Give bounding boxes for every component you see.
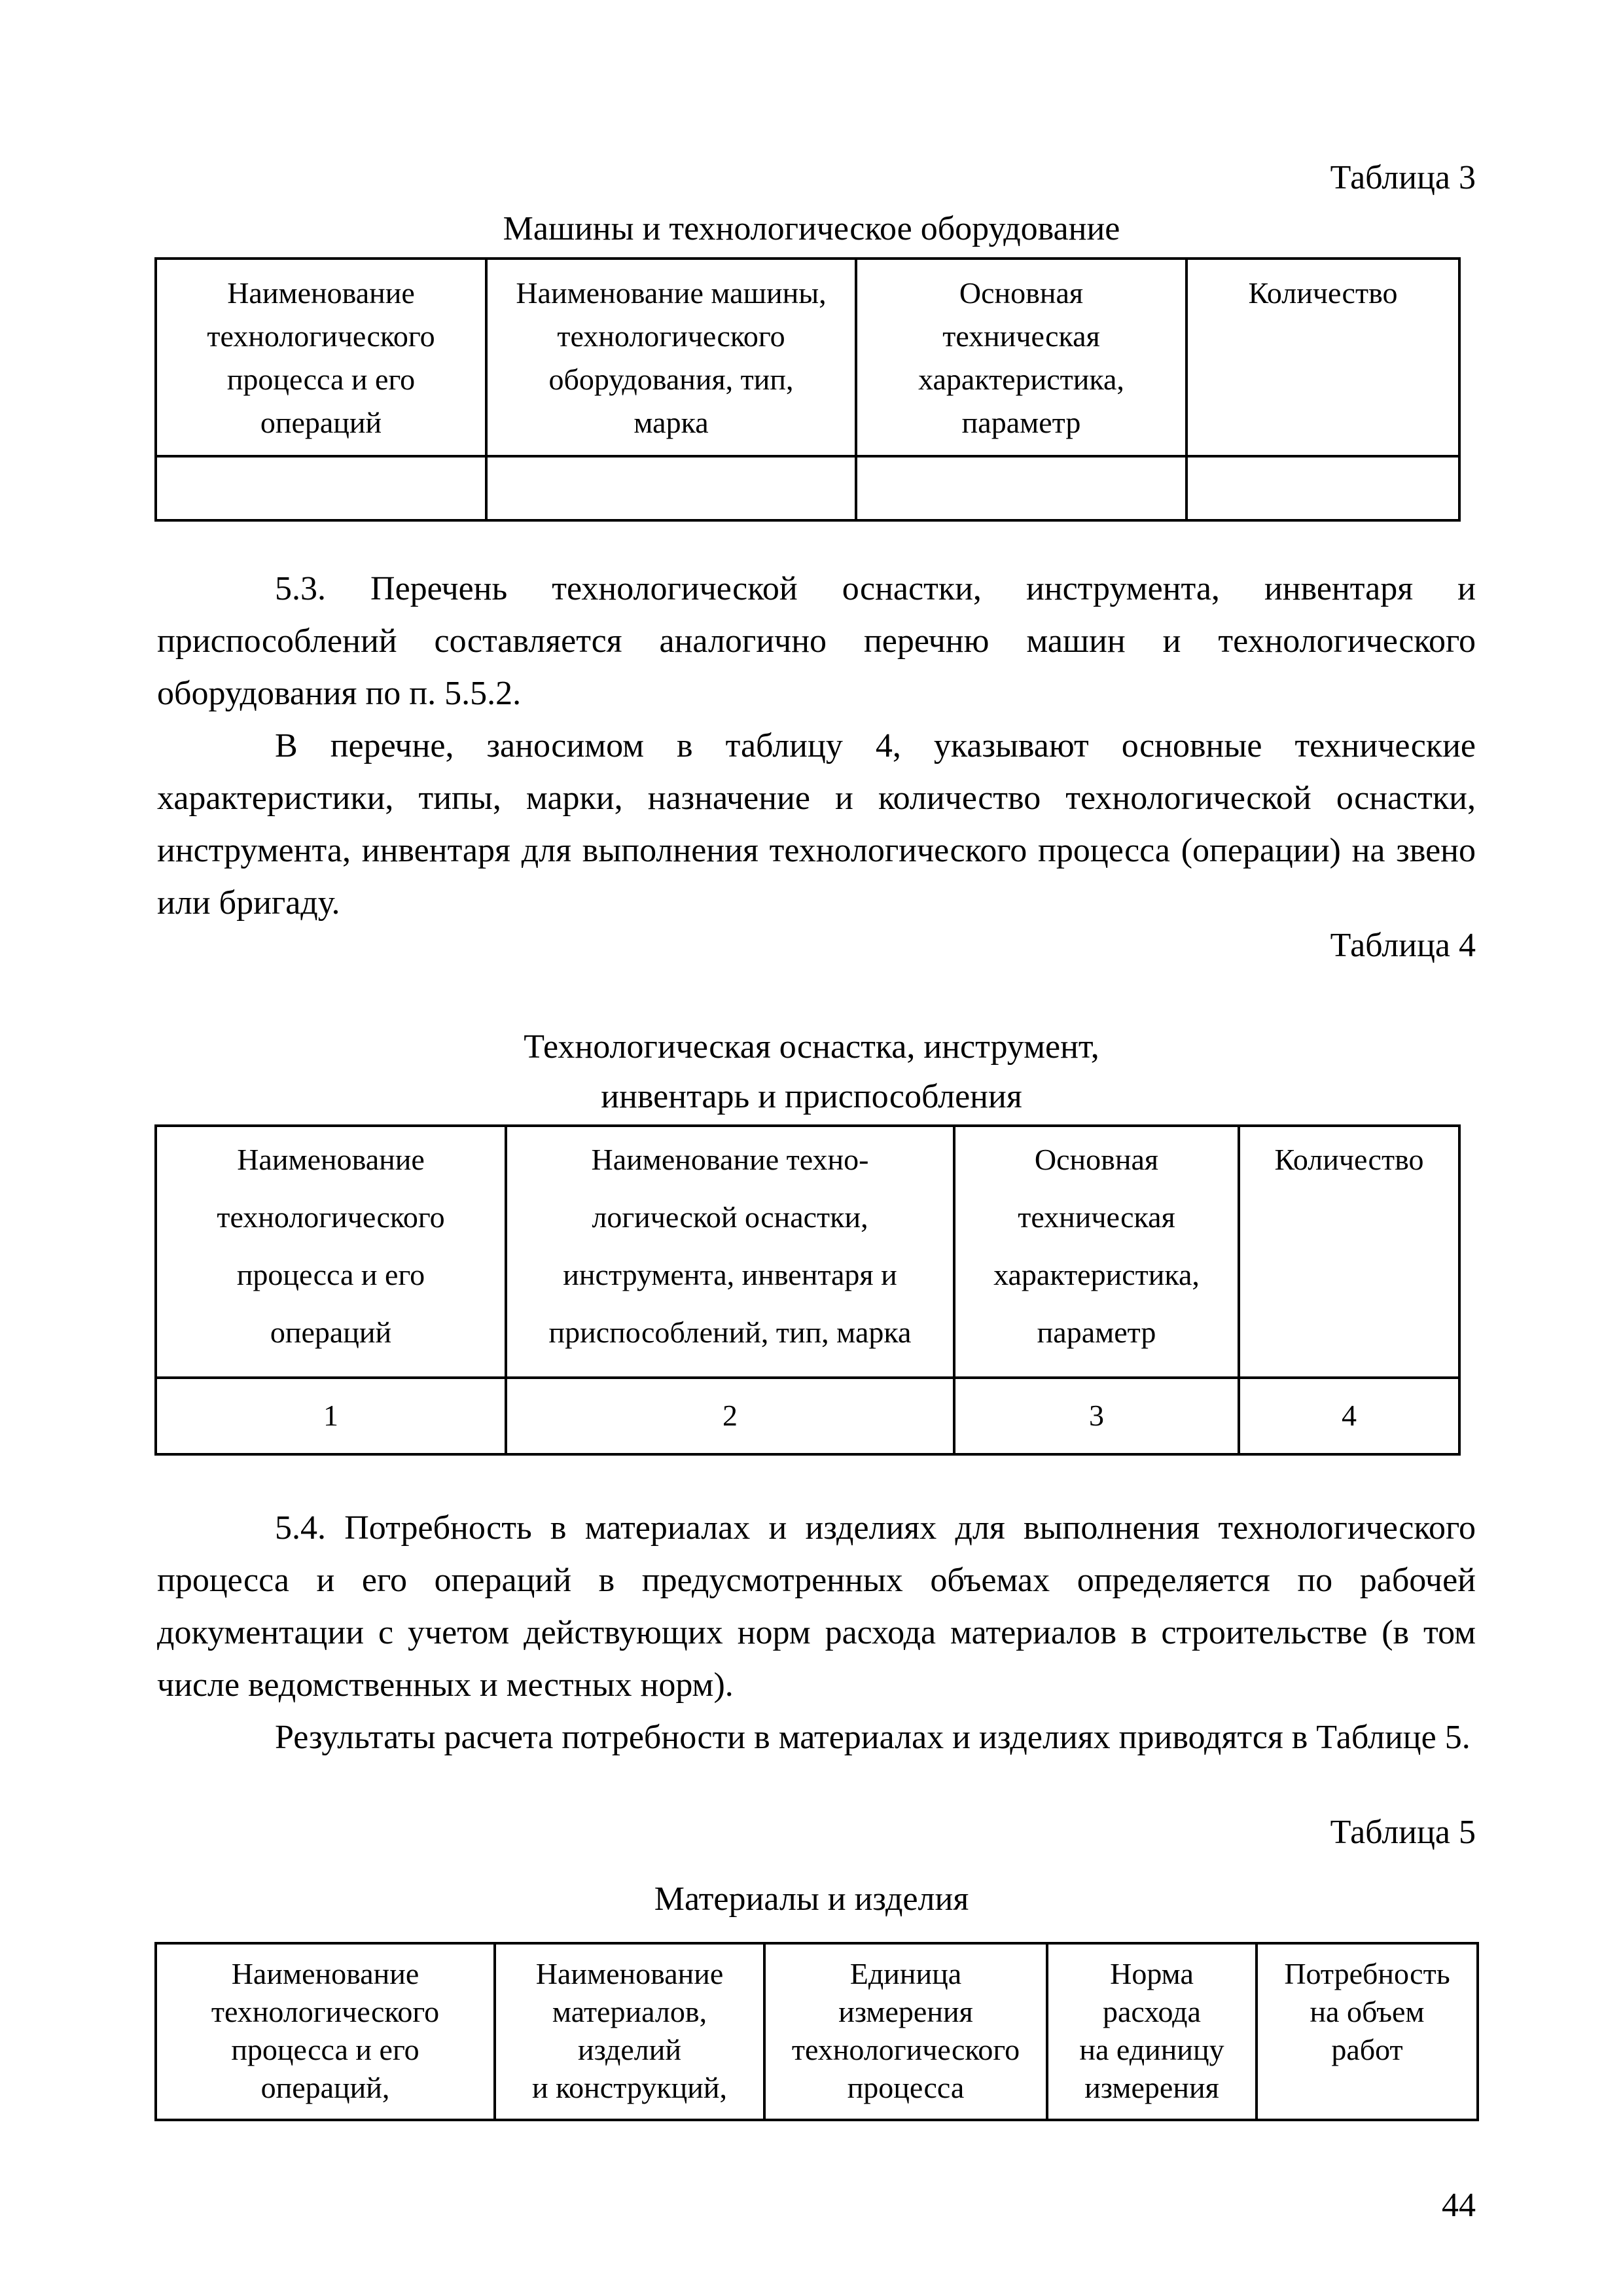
table-5-header-materials: Наименование материалов, изделий и конструкций,	[495, 1943, 764, 2120]
table-4-number-row	[156, 1378, 1459, 1454]
table-4-column-number: 3	[954, 1378, 1239, 1454]
table-4-title-line-1: Технологическая оснастка, инструмент,	[524, 1028, 1099, 1066]
table-5-header-row	[156, 1943, 1478, 2120]
table-3-cell	[486, 456, 856, 520]
table-5-number: Таблица 5	[1330, 1814, 1476, 1851]
table-3-header-machine: Наименование машины, технологического оборудования, тип, марка	[486, 259, 856, 456]
table-5-header-demand: Потребность на объем работ	[1257, 1943, 1478, 2120]
section-5-3-paragraph-1: 5.3. Перечень технологической оснастки, инструмента, инвентаря и приспособлений составляется аналогично перечню машин и технологического оборудования по п. 5.5.2.	[157, 570, 1476, 712]
table-5-header-process: Наименование технологического процесса и его операций,	[156, 1943, 495, 2120]
section-5-4-paragraph-2: Результаты расчета потребности в материалах и изделиях приводятся в Таблице 5.	[275, 1719, 1471, 1756]
table-4-title-line-2: инвентарь и приспособления	[601, 1078, 1022, 1115]
table-3	[154, 257, 1461, 522]
table-5	[154, 1942, 1479, 2121]
table-3-number: Таблица 3	[1330, 159, 1476, 196]
table-4-header-tooling: Наименование техно- логической оснастки, инструмента, инвентаря и приспособлений, тип, марка	[506, 1126, 954, 1378]
table-4-header-row	[156, 1126, 1459, 1378]
table-4-number: Таблица 4	[1330, 927, 1476, 964]
table-5-header-norm: Норма расхода на единицу измерения	[1047, 1943, 1257, 2120]
table-3-empty-row	[156, 456, 1459, 520]
table-4-header-characteristic: Основная техническая характеристика, параметр	[954, 1126, 1239, 1378]
table-3-cell	[856, 456, 1186, 520]
table-3-header-row	[156, 259, 1459, 456]
table-4-header-quantity: Количество	[1239, 1126, 1459, 1378]
table-4	[154, 1124, 1461, 1456]
section-5-3-paragraph-2: В перечне, заносимом в таблицу 4, указывают основные технические характеристики, типы, марки, назначение и количество технологической оснастки, инструмента, инвентаря для выполнения технологического процесса (операции) на звено или бригаду.	[157, 727, 1476, 922]
table-4-column-number: 1	[156, 1378, 506, 1454]
section-5-4-paragraph-1: 5.4. Потребность в материалах и изделиях для выполнения технологического процесса и его операций в предусмотренных объемах определяется по рабочей документации с учетом действующих норм расхода материалов в строительстве (в том числе ведомственных и местных норм).	[157, 1509, 1476, 1704]
table-4-column-number: 4	[1239, 1378, 1459, 1454]
table-3-cell	[156, 456, 486, 520]
table-3-header-process: Наименование технологического процесса и его операций	[156, 259, 486, 456]
table-5-title: Материалы и изделия	[654, 1880, 969, 1918]
page-number: 44	[1442, 2187, 1476, 2224]
table-3-header-characteristic: Основная техническая характеристика, параметр	[856, 259, 1186, 456]
table-4-header-process: Наименование технологического процесса и его операций	[156, 1126, 506, 1378]
table-3-title: Машины и технологическое оборудование	[503, 210, 1120, 247]
table-3-cell	[1186, 456, 1459, 520]
table-4-column-number: 2	[506, 1378, 954, 1454]
table-5-header-unit: Единица измерения технологического процесса	[764, 1943, 1047, 2120]
table-3-header-quantity: Количество	[1186, 259, 1459, 456]
